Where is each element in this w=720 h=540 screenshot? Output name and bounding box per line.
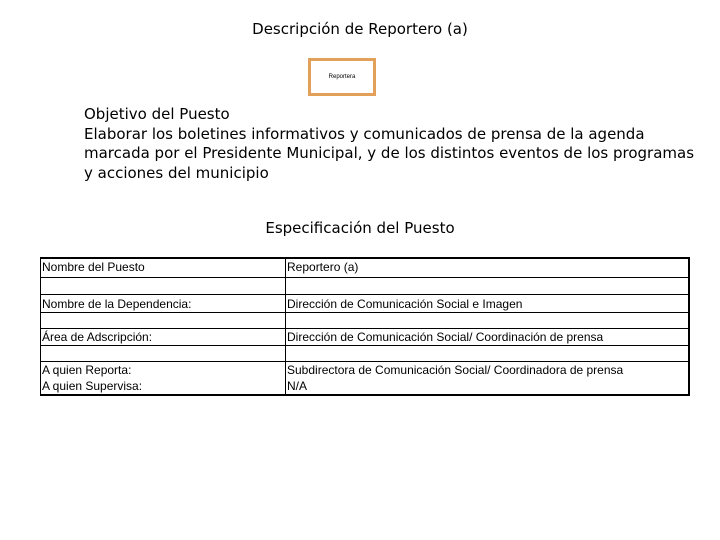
objective-section	[84, 105, 699, 183]
objective-text: Elaborar los boletines informativos y comunicados de prensa de la agenda marcada por el Presidente Municipal, y de los distintos eventos de los programas y acciones del municipio	[84, 124, 695, 182]
spec-value-reports-to: Subdirectora de Comunicación Social/ Coordinadora de prensa	[287, 363, 624, 377]
spec-label-position-name: Nombre del Puesto	[42, 260, 145, 274]
spec-title: Especificación del Puesto	[265, 219, 455, 237]
spec-value-supervises: N/A	[287, 379, 308, 393]
table-rule	[285, 257, 286, 396]
objective-label: Objetivo del Puesto	[84, 105, 230, 123]
table-rule	[40, 294, 690, 295]
table-rule	[40, 312, 690, 313]
org-chart-box-label: Reportera	[328, 74, 356, 80]
spec-label-reports-to: A quien Reporta:	[42, 363, 132, 377]
spec-value-department: Dirección de Comunicación Social e Imagen	[287, 297, 523, 311]
spec-table	[40, 257, 690, 396]
org-chart-box	[308, 58, 376, 96]
table-rule	[688, 257, 690, 396]
table-rule	[40, 277, 690, 278]
table-rule	[40, 394, 690, 396]
table-rule	[40, 257, 41, 396]
table-rule	[40, 345, 690, 346]
document-title: Descripción de Reportero (a)	[252, 20, 468, 38]
spec-label-assignment-area: Área de Adscripción:	[42, 330, 153, 344]
spec-label-supervises: A quien Supervisa:	[42, 379, 143, 393]
spec-label-department: Nombre de la Dependencia:	[42, 297, 192, 311]
spec-value-position-name: Reportero (a)	[287, 260, 359, 274]
spec-value-assignment-area: Dirección de Comunicación Social/ Coordinación de prensa	[287, 330, 604, 344]
